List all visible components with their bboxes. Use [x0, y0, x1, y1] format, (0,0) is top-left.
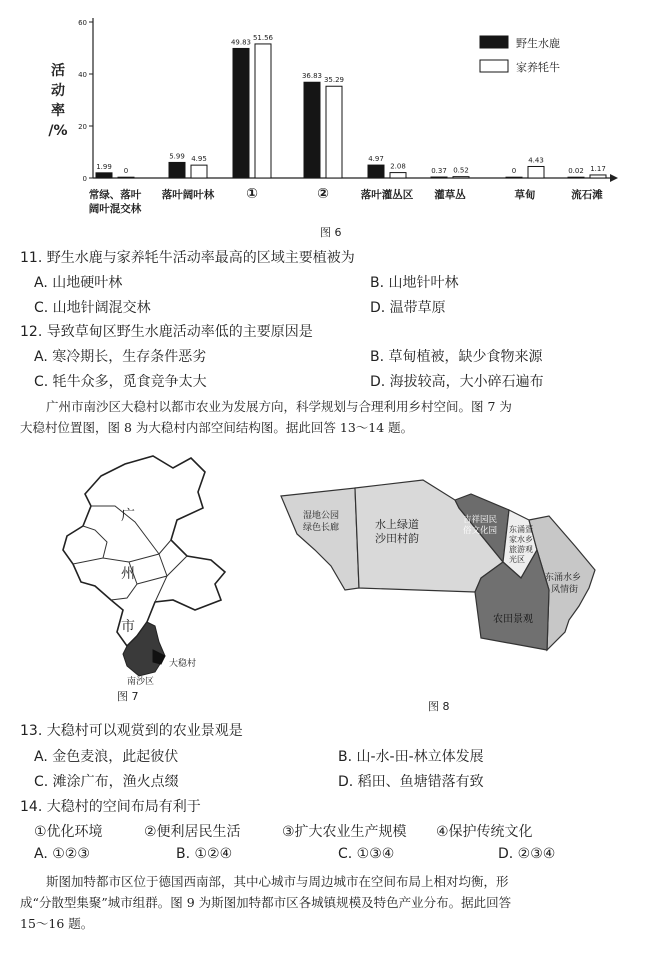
bar-domestic-yak [118, 177, 134, 178]
q13-option-c[interactable]: C. 滩涂广布，渔火点缀 [34, 774, 179, 790]
bar-wild-sambar [431, 177, 447, 178]
bar-wild-sambar [96, 173, 112, 178]
q14-option-d[interactable]: D. ②③④ [498, 846, 556, 862]
question-11: 11. 野生水鹿与家养牦牛活动率最高的区域主要植被为 [20, 250, 355, 266]
bar-domestic-yak [255, 44, 271, 178]
figure6-caption: 图 6 [320, 226, 342, 239]
bar-wild-sambar [506, 177, 522, 178]
bar-value-label: 49.83 [230, 38, 252, 47]
q12-option-b[interactable]: B. 草甸植被，缺少食物来源 [370, 349, 543, 365]
q14-option-a[interactable]: A. ①②③ [34, 846, 90, 862]
q11-option-a[interactable]: A. 山地硬叶林 [34, 275, 123, 291]
q14-item-4: ④保护传统文化 [436, 824, 533, 840]
bar-value-label: 35.29 [323, 76, 345, 85]
y-tick-label: 60 [78, 19, 87, 27]
bar-domestic-yak [528, 166, 544, 178]
intro1-line1: 广州市南沙区大稳村以都市农业为发展方向，科学规划与合理利用乡村空间。图 7 为 [46, 399, 512, 414]
question-14: 14. 大稳村的空间布局有利于 [20, 799, 201, 815]
bar-domestic-yak [191, 165, 207, 178]
bar-domestic-yak [390, 173, 406, 178]
category-label: 流石滩 [571, 189, 603, 201]
intro1-line2: 大稳村位置图，图 8 为大稳村内部空间结构图。据此回答 13～14 题。 [20, 420, 414, 435]
category-label: 草甸 [514, 189, 536, 201]
legend-swatch [480, 60, 508, 72]
zone-wetland-park [281, 488, 359, 590]
bar-domestic-yak [326, 86, 342, 178]
bar-value-label: 0 [511, 167, 517, 176]
intro2-line2: 成“分散型集聚”城市组群。图 9 为斯图加特都市区各城镇规模及特色产业分布。据此回答 [20, 895, 512, 910]
activity-rate-chart [0, 0, 667, 238]
category-label: 常绿、落叶 [88, 189, 142, 201]
q14-item-3: ③扩大农业生产规模 [282, 824, 407, 840]
legend-swatch [480, 36, 508, 48]
category-label: 阔叶混交林 [88, 203, 142, 215]
q12-option-a[interactable]: A. 寒冷期长，生存条件恶劣 [34, 349, 207, 365]
q13-option-a[interactable]: A. 金色麦浪，此起彼伏 [34, 749, 179, 765]
label-street-1: 东涌水乡 [545, 573, 582, 583]
bar-value-label: 0 [123, 167, 129, 176]
intro-paragraph-15-16 [20, 871, 660, 934]
bar-wild-sambar [304, 82, 320, 178]
bar-value-label: 4.97 [368, 155, 384, 164]
label-nansha-district: 南沙区 [127, 677, 155, 685]
label-guang: 广 [121, 508, 135, 524]
y-tick-label: 20 [78, 123, 87, 131]
bar-wild-sambar [233, 48, 249, 178]
bar-value-label: 1.17 [590, 164, 606, 173]
bar-wild-sambar [169, 162, 185, 178]
y-axis-label: 率 [51, 103, 65, 119]
bar-value-label: 5.99 [169, 152, 185, 161]
category-label: 落叶阔叶林 [161, 189, 215, 201]
intro2-line1: 斯图加特都市区位于德国西南部，其中心城市与周边城市在空间布局上相对均衡，形 [46, 874, 509, 889]
bar-value-label: 0.52 [453, 166, 469, 175]
category-label: ② [317, 186, 329, 202]
label-farmland: 农田景观 [493, 614, 533, 625]
q13-option-d[interactable]: D. 稻田、鱼塘错落有致 [338, 774, 484, 790]
label-dongyong-3: 旅游观 [509, 545, 533, 554]
bar-value-label: 4.43 [528, 156, 544, 165]
bar-value-label: 2.08 [390, 162, 406, 171]
bar-domestic-yak [590, 175, 606, 178]
legend-label: 野生水鹿 [516, 37, 560, 50]
y-tick-label: 40 [78, 71, 87, 79]
q14-item-2: ②便利居民生活 [144, 824, 241, 840]
label-wetland-2: 绿色长廊 [303, 523, 340, 533]
bar-value-label: 51.56 [252, 33, 274, 42]
bar-wild-sambar [568, 177, 584, 178]
label-zhou: 州 [121, 566, 135, 582]
q12-option-d[interactable]: D. 海拔较高，大小碎石遍布 [370, 374, 544, 390]
label-dongyong-1: 东涌疍 [509, 525, 533, 534]
q13-option-b[interactable]: B. 山-水-田-林立体发展 [338, 749, 484, 765]
guangzhou-outline [63, 456, 225, 646]
label-jixiang-1: 吉祥园民 [463, 515, 498, 525]
category-label: 落叶灌丛区 [360, 189, 414, 201]
q11-option-c[interactable]: C. 山地针阔混交林 [34, 300, 151, 316]
bar-value-label: 4.95 [191, 155, 207, 164]
label-dawen-village: 大稳村 [169, 659, 197, 669]
bar-value-label: 0.02 [568, 167, 584, 176]
legend-label: 家养牦牛 [516, 61, 560, 74]
q14-option-b[interactable]: B. ①②④ [176, 846, 233, 862]
label-water-2: 沙田村韵 [375, 532, 419, 545]
label-dongyong-2: 家水乡 [509, 535, 533, 544]
label-shi: 市 [121, 619, 135, 635]
figure8-caption: 图 8 [428, 700, 450, 713]
q14-item-1: ①优化环境 [34, 824, 103, 840]
figure7-caption: 图 7 [117, 690, 139, 703]
q11-option-d[interactable]: D. 温带草原 [370, 300, 446, 316]
category-label: 灌草丛 [434, 189, 466, 201]
y-axis-label: 活 [51, 63, 65, 79]
x-axis-arrow [610, 174, 618, 182]
label-jixiang-2: 俗文化园 [463, 526, 498, 536]
y-axis-label: /% [48, 123, 68, 139]
figure8-structure-map [275, 470, 615, 670]
bar-value-label: 0.37 [431, 167, 447, 176]
label-street-2: 风情街 [551, 585, 579, 595]
q14-option-c[interactable]: C. ①③④ [338, 846, 395, 862]
bar-value-label: 36.83 [301, 72, 323, 81]
bar-domestic-yak [453, 177, 469, 178]
bar-wild-sambar [368, 165, 384, 178]
figure7-location-map [55, 450, 255, 685]
label-water-1: 水上绿道 [375, 518, 419, 531]
y-tick-label: 0 [82, 175, 87, 183]
label-dongyong-4: 光区 [509, 555, 525, 564]
q11-option-b[interactable]: B. 山地针叶林 [370, 275, 459, 291]
y-axis-label: 动 [51, 83, 65, 99]
question-12: 12. 导致草甸区野生水鹿活动率低的主要原因是 [20, 324, 313, 340]
intro2-line3: 15～16 题。 [20, 916, 94, 931]
question-13: 13. 大稳村可以观赏到的农业景观是 [20, 723, 243, 739]
bar-value-label: 1.99 [96, 162, 112, 171]
q12-option-c[interactable]: C. 牦牛众多，觅食竞争太大 [34, 374, 207, 390]
label-wetland-1: 湿地公园 [303, 511, 340, 521]
intro-paragraph-13-14 [20, 396, 656, 438]
category-label: ① [246, 186, 258, 202]
